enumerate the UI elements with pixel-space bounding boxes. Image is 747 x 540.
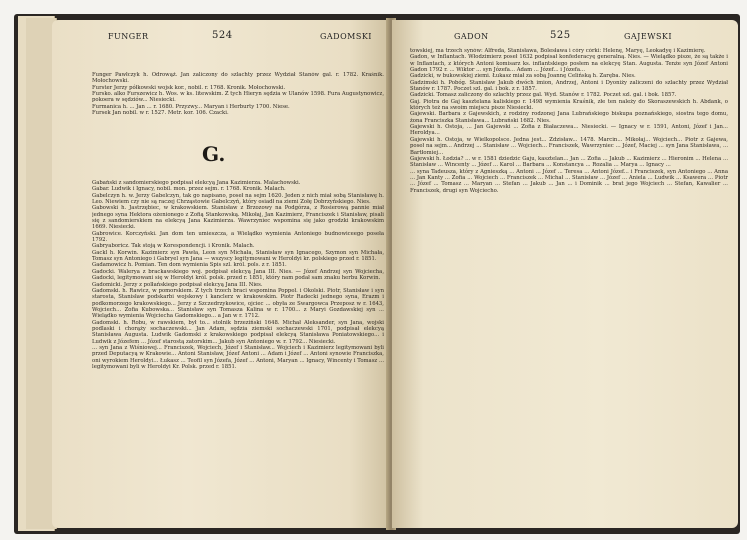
left-top-entries bbox=[92, 72, 384, 136]
entry: Gabrowice. Korczyński. Jan dom ten umieszcza, a Wielądko wymienia Antoniego budnowiceego poseła 1792. bbox=[92, 230, 384, 244]
entry: Gadon, w Inflantach. Włodzimierz poseł 1632 podpisał konfederacyę generalną. Nies. — Wielądko pisze, że są także i w Inflantach, z których Antoni komisarz ks. inflantskiego posłem na elekcyę Stan. Augusta. Tenże syn Józef Antoni Gadon 1792 r. ... Wiktor ... syn Józefa... Adam ... Józef... i Józefa... bbox=[410, 54, 728, 74]
entry: Gadomicki. Jerzy z polłańskiego podpisał elekcyą Jana III. Nies. bbox=[92, 281, 263, 288]
right-page-number: 525 bbox=[550, 30, 571, 41]
entry: Fursko. alko Furszewicz h. Wos. w ks. litewskim. Z tych Hieryn sędzia w Ulanów 1598. Fura Augustynowicz, pokoera w sędziów... Niesiecki. bbox=[92, 91, 384, 104]
left-page bbox=[52, 20, 390, 528]
entry: Gabowski h. Jastrzębiec, w krakowskiem. Stanisław z Brzozowy na Podgórza, z Rosierową pannie miał jednego syna Hektora ożenionego z Zofią Stankowską. Mikołaj, Jan Kazimierz, Franciszek i Stanisław, pisali się z sandomierskiem na elekcyą Jana Kazimierza. Wawrzyniec wspomina się jako grodzki krakowskim 1669. Niesiecki. bbox=[92, 205, 384, 231]
entry: Gajewski h. Łodzia? ... w r. 1581 dziedzic Gaju, kasztelan... Jan ... Zofia ... Jakub ... Kazimierz ... Hieronim ... Helena ... Stanisław ... Wincenty ... Józef ... Karol ... Barbara ... Konstancya ... Rozalia ... Marya ... Ignacy ... bbox=[410, 155, 728, 169]
entry: Gadocki. Walerya z brackawskiego woj. podpisał elekcyą Jana III. Nies. — Józef Andrzej syn Wojciecha, Gadocki, legitymowani się w Heroldyi król. polsk. przed r. 1851, który nam podał sam znaku herbu Korwin. bbox=[92, 268, 384, 282]
entry: ... syna Tadeusza, który z Agnieszką ... Antoni ... Józef ... Teresa ... Antoni Józef... i Franciszek, syn Antoniego ... Anna ... Jan Kanty ... Zofia ... Wojciech ... Franciszek ... Michał ... Stanisław ... Józef ... Aniela ... Ludwik ... Ksawera ... Piotr ... Józef ... Tomasz ... Maryan ... Stefan ... Jakub ... Jan ... i Dominik ... brat jego Wojciech ... Stefan, Kawalier ... Franciszek, drugi syn Wojciecho. bbox=[410, 168, 728, 194]
entry: Gadzicki, w bukowskiej ziemi. Łukasz miał za sobą Joannę Celińską h. Zaręba. Nies. bbox=[410, 73, 636, 80]
entry: Gabar. Ludwik i Ignacy, nobil. mon. przez sejm. r. 1768. Kronik. Malach. bbox=[92, 186, 286, 193]
entry: Gaj. Piotra de Gaj kasztelana kaliskiego r. 1498 wymienia Kraśnik, złe ten należy do Skoraszewskich h. Abdank, o których też na swoim miejscu pisze Niesiecki. bbox=[410, 98, 728, 112]
entry: Gabelczyn h. w. Jerzy Gabelczyn, tak go napisano, poseł na sejm 1620. Jeden z nich miał sobą Stanisławę h. Leo. Niewiem czy nie są raczej Chrząstowie Gabelczyń, który osiadł na ziemi Zołę Dobrzyńskiego. Nies. bbox=[92, 192, 384, 206]
entry: Gajewski. Barbara z Gajewskich, z rodziny rodzonej Jana Lubrańskiego biskupa poznańskiego, siostra tego domu, żona Franciszka Stanisława... Lubrański 1682. Nies. bbox=[410, 111, 728, 124]
entry: Gajewski h. Ostoja, w Wielkopolsce. Jedna jest... Zdzisław... 1478. Marcin... Mikołaj... Wojciech... Piotr z Gajewa, poseł na sejm... Andrzej ... Stanisław ... Wojciech... Franciszek, Wawrzyniec ... Józef, Maciej ... syn Jana Stanisława, ... Bartłomiej... bbox=[410, 136, 728, 156]
entry: towskiej, ma trzech synów: Alfreda, Stanisława, Bolesława i córy córki: Helenę, Maryę, Leokadyę i Kazimierę. bbox=[410, 48, 706, 54]
left-main-entries bbox=[92, 180, 384, 520]
entry: Furster Jerzy półkowski wojsk kor., nobil. r. 1768. Kronik. Mołochowski. bbox=[92, 84, 286, 91]
left-header-word-right: GADOMSKI bbox=[320, 32, 372, 41]
entry: Gackl h. Korwin. Kazimierz syn Pawła, Leon syn Michała, Stanisław syn Ignacego, Szymon syn Michała, Tomasz syn Antoniego i Gabryel syn Jana — wszyscy legitymowani w Heroldyi kr. polskiego przed r. 1851. bbox=[92, 249, 384, 263]
entry: Gadomski. h. Rawicz, w pomorskiem. Z tych trzech braci wspomina Poppeł. i Okolski. Piotr, Stanisław i syn starosta, Stanisław podskarbi wojskowy i kanclerz w krakowskim. Piotr Radecki jednego syna, Erazm i podkomorzego krakowskiego... Jerzy z Szczedrzykowice, ojciec ... obyła ze Swargowca Przeposz w r. 1643, Wojciech... Zofia Kubowska... Stanisław syn Tomasza Kalina w r. 1700... z Maryi Gozdawskiej syn ... Wielądko wymienia Wojciecha Gadomskiego... a Jan w r. 1712. bbox=[92, 287, 384, 320]
entry: Fursek Jan nobil. w r. 1527. Metr. kor. 106. Czacki. bbox=[92, 110, 229, 117]
right-header-word-right: GAJEWSKI bbox=[624, 32, 673, 41]
open-book bbox=[14, 6, 738, 534]
right-entries bbox=[410, 48, 728, 520]
left-page-number: 524 bbox=[212, 30, 233, 41]
entry: Gadomski. h. Robu, w rawskiem, był to... stolnik brzeziński 1648. Michał Aleksander, syn Jana, wojski podlaski i chorąży sochaczewski... Jan Adam, sędzia ziemski sochaczewski 1701, podpisał elekcyą Stanisława Augusta. Ludwik Gadomski z krakowskiego podpisał elekcyą Stanisława Poniatowskiego... i Ludwik z Józefem ... Józef starostą zatorskim... Jakub syn Antoniego w. r. 1792... Niesiecki. bbox=[92, 319, 384, 345]
entry: Gadamowicz h. Pomian. Ten dom wymienia Spis szl. król. pols. z r. 1851. bbox=[92, 262, 287, 269]
entry: Funger Pawłczyk h. Odrowąż. Jan zaliczony do szlachty przez Wydział Stanów gal. r. 1782. Kraśnik. Mołochowski. bbox=[92, 72, 384, 85]
section-letter: G. bbox=[202, 142, 226, 166]
entry: Gabryaboricz. Tak stoją w Korespondencji. i Kronik. Malach. bbox=[92, 243, 255, 250]
entry: Furmanica h. ... Jan ... r. 1680. Przyzwy... Maryan i Herburty 1700. Niese. bbox=[92, 103, 290, 110]
right-header-word: GADON bbox=[454, 32, 489, 41]
entry: Gadzicki. Tomasz zaliczony do szlachty przez gal. Wyd. Stanów r. 1782. Poczet szl. gal. i bok. 1857. bbox=[410, 92, 677, 99]
entry: Gajewski h. Ostoja, ... Jan Gajewski ... Zofia z Białaczewa... Niesiecki. — Ignacy w r. 1591, Antoni, Józef i Jan... Heroldya... bbox=[410, 124, 728, 137]
left-header-word: FUNGER bbox=[108, 32, 149, 41]
entry: ... syn Jana z Wiśniowej... Franciszek, Wojciech, Józef i Stanisław... Wojciech i Kazimierz legitymowani byli przed Deputacyą w Krakowie... Antoni Stanisław, Józef Antoni ... Adam i Józef ... Antoni synowie Franciszka, oni wyrokiem Heroldyi... Łukasz ... Teofil syn Józefa, Józef ... Antoni, Maryan ... Ignacy, Wincenty i Tomasz ... legitymowani byli w Heroldyi Kr. Polsk. przed r. 1851. bbox=[92, 344, 384, 370]
entry: Gabański z sandomierskiego podpisał elekcyą Jana Kazimierza. Malachowski. bbox=[92, 180, 301, 186]
entry: Gadzimski h. Pobóg. Stanisław Jakub dwóch imion, Andrzej, Antoni i Dyoniży zaliczeni do szlachty przez Wydział Stanów r. 1787. Poczet szl. gal. i bok. z r. 1857. bbox=[410, 79, 728, 93]
right-page bbox=[392, 20, 738, 528]
